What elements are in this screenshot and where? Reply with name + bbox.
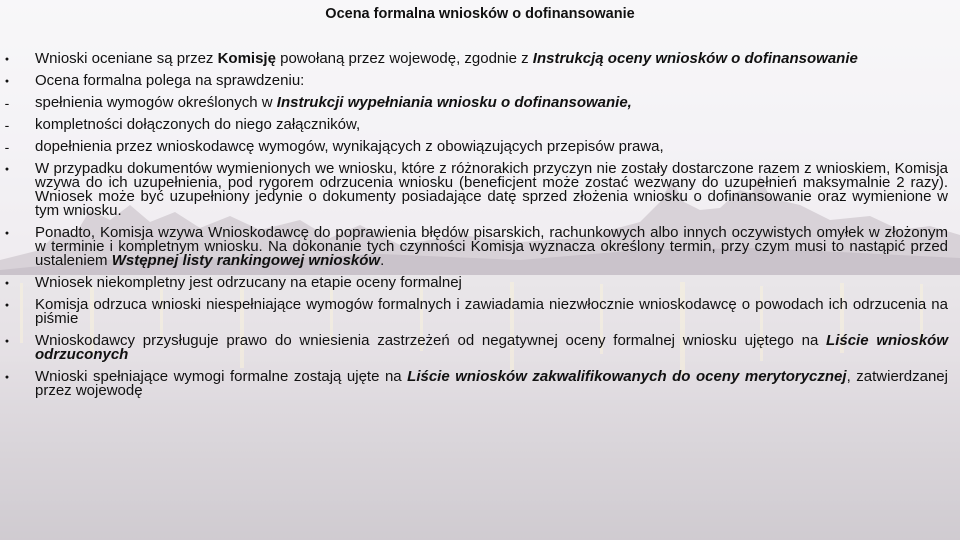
bullet-icon	[0, 276, 14, 293]
list-item	[0, 140, 960, 154]
item-text-bold-italic: Instrukcją oceny wniosków o dofinansowanie	[532, 50, 858, 67]
item-text: kompletności dołączonych do niego załączników,	[35, 116, 361, 133]
item-text-bold-italic: Wstępnej listy rankingowej wniosków	[111, 252, 381, 269]
bullet-icon	[0, 52, 14, 69]
dash-icon	[0, 118, 14, 133]
item-text-bold-italic: Liście wniosków odrzuconych	[35, 332, 948, 363]
item-text: Ponadto, Komisja wzywa Wnioskodawcę do poprawienia błędów pisarskich, rachunkowych albo innych oczywistych omyłek w złożonym w terminie i kompletnym wniosku. Na dokonanie tych czynności Komisja wyznacza określony termin, przy czym musi to nastąpić przed ustaleniem	[35, 224, 948, 269]
item-text: Wnioski oceniane są przez	[35, 50, 218, 67]
bullet-icon	[0, 334, 14, 351]
item-text: Komisja odrzuca wnioski niespełniające wymogów formalnych i zawiadamia niezwłocznie wnioskodawcę o powodach ich odrzucenia na piśmie	[35, 296, 948, 327]
list-item	[0, 52, 960, 66]
item-text: Wnioskodawcy przysługuje prawo do wniesienia zastrzeżeń od negatywnej oceny formalnej wniosku ujętego na	[35, 332, 827, 349]
dash-icon	[0, 96, 14, 111]
item-text: Wnioski spełniające wymogi formalne zostają ujęte na	[35, 368, 408, 385]
item-text: Ocena formalna polega na sprawdzeniu:	[35, 72, 305, 89]
list-item	[0, 162, 960, 218]
item-text-bold-italic: Instrukcji wypełniania wniosku o dofinansowanie,	[276, 94, 632, 111]
dash-icon	[0, 140, 14, 155]
item-text: Wniosek niekompletny jest odrzucany na etapie oceny formalnej	[35, 274, 462, 291]
list-item	[0, 334, 960, 362]
bullet-icon	[0, 74, 14, 91]
item-text-bold-italic: Liście wniosków zakwalifikowanych do oceny merytorycznej	[407, 368, 847, 385]
list-item	[0, 226, 960, 268]
item-text: dopełnienia przez wnioskodawcę wymogów, wynikających z obowiązujących przepisów prawa,	[35, 138, 664, 155]
list-item	[0, 118, 960, 132]
bullet-icon	[0, 226, 14, 243]
slide-title: Ocena formalna wniosków o dofinansowanie	[325, 6, 635, 22]
list-item	[0, 96, 960, 110]
item-text: spełnienia wymogów określonych w	[35, 94, 277, 111]
bullet-list	[0, 52, 960, 406]
list-item	[0, 276, 960, 290]
list-item	[0, 74, 960, 88]
bullet-icon	[0, 162, 14, 179]
bullet-icon	[0, 298, 14, 315]
item-text-bold: Komisję	[217, 50, 276, 67]
item-text: .	[380, 252, 385, 269]
item-text: W przypadku dokumentów wymienionych we wniosku, które z różnorakich przyczyn nie zostały dostarczone razem z wnioskiem, Komisja wzywa do ich uzupełnienia, pod rygorem odrzucenia wniosku (beneficjent może zostać wezwany do uzupełnień maksymalnie 2 razy). Wniosek może być uzupełniony jedynie o dokumenty posiadające datę sprzed złożenia wniosku o dofinansowanie oraz wymienione w tym wniosku.	[35, 160, 948, 219]
item-text: , zatwierdzanej przez wojewodę	[35, 368, 948, 399]
item-text: powołaną przez wojewodę, zgodnie z	[275, 50, 533, 67]
list-item	[0, 370, 960, 398]
list-item	[0, 298, 960, 326]
bullet-icon	[0, 370, 14, 387]
